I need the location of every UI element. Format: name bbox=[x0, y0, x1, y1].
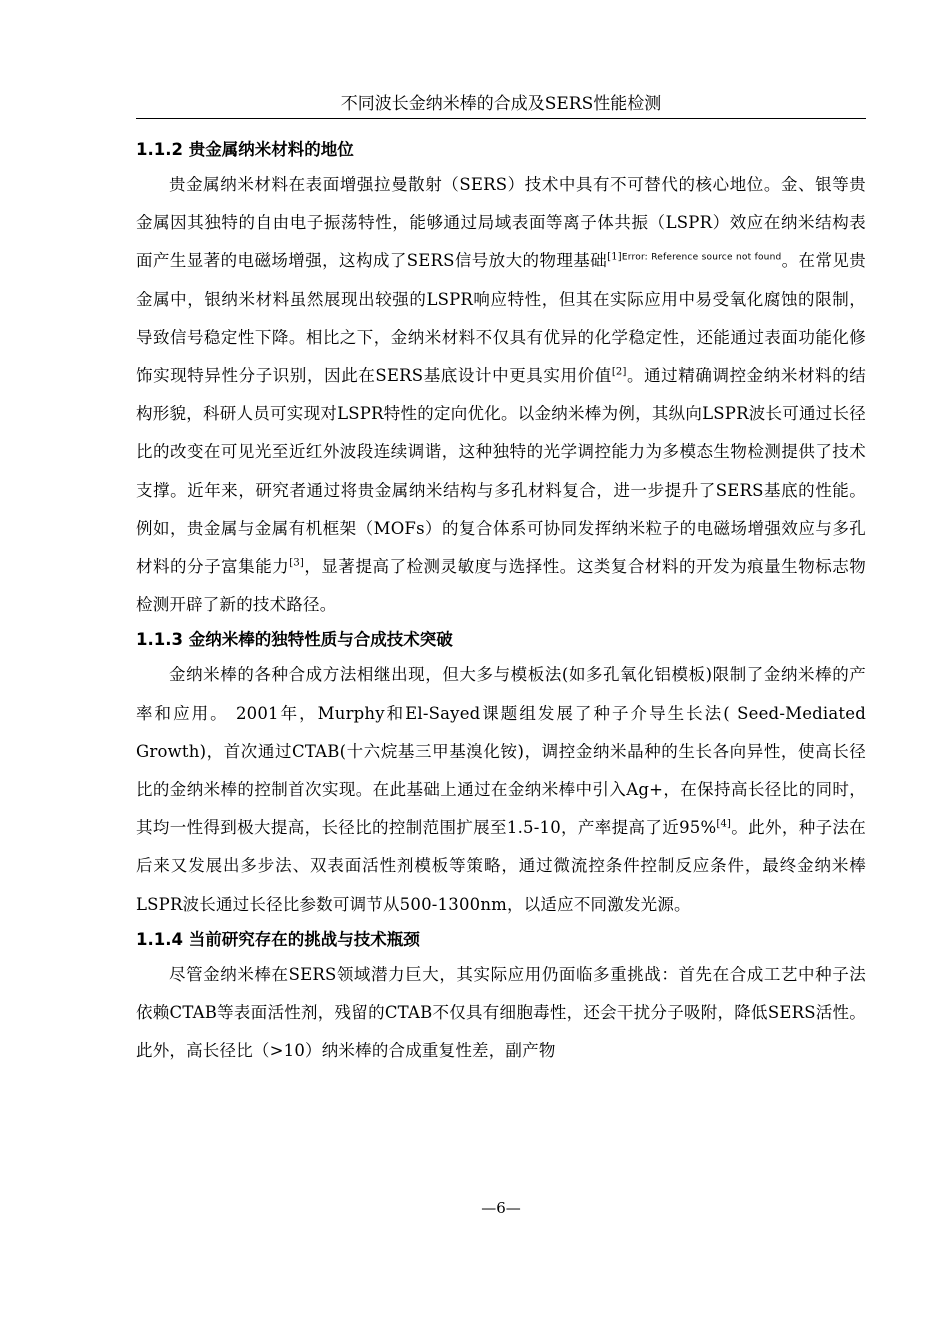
section-heading-1-1-3: 1.1.3 金纳米棒的独特性质与合成技术突破 bbox=[136, 630, 453, 650]
paragraph-text: 。通过精确调控金纳米材料的结构形貌，科研人员可实现对LSPR特性的定向优化。以金纳米棒为例，其纵向LSPR波长可通过长径比的改变在可见光至近红外波段连续调谐，这种独特的光学调控能力为多模态生物检测提供了技术支撑。近年来，研究者通过将贵金属纳米结构与多孔材料复合，进一步提升了SERS基底的性能。例如，贵金属与金属有机框架（MOFs）的复合体系可协同发挥纳米粒子的电磁场增强效应与多孔材料的分子富集能力 bbox=[136, 366, 866, 577]
section-heading-1-1-4: 1.1.4 当前研究存在的挑战与技术瓶颈 bbox=[136, 929, 420, 949]
paragraph-text: 尽管金纳米棒在SERS领域潜力巨大，其实际应用仍面临多重挑战：首先在合成工艺中种子法依赖CTAB等表面活性剂，残留的CTAB不仅具有细胞毒性，还会干扰分子吸附，降低SERS活性。此外，高长径比（>10）纳米棒的合成重复性差，副产物 bbox=[136, 964, 866, 1061]
page-body bbox=[136, 134, 866, 1070]
paragraph-1-1-2 bbox=[136, 166, 866, 624]
reference-error-text: Error: Reference source not found bbox=[621, 252, 782, 263]
paragraph-text: ，显著提高了检测灵敏度与选择性。这类复合材料的开发为痕量生物标志物检测开辟了新的技术路径。 bbox=[136, 557, 866, 615]
citation-2[interactable]: [2] bbox=[611, 366, 627, 378]
paragraph-text: 贵金属纳米材料在表面增强拉曼散射（SERS）技术中具有不可替代的核心地位。金、银等贵金属因其独特的自由电子振荡特性，能够通过局域表面等离子体共振（LSPR）效应在纳米结构表面产生显著的电磁场增强，这构成了SERS信号放大的物理基础 bbox=[136, 175, 866, 271]
running-header: 不同波长金纳米棒的合成及SERS性能检测 bbox=[340, 94, 662, 114]
citation-3[interactable]: [3] bbox=[289, 557, 305, 569]
header-rule bbox=[136, 118, 866, 119]
paragraph-text: 金纳米棒的各种合成方法相继出现，但大多与模板法(如多孔氧化铝模板)限制了金纳米棒的产率和应用。 2001年，Murphy和El-Sayed课题组发展了种子介导生长法( Seed-Mediated Growth)，首次通过CTAB(十六烷基三甲基溴化铵)，调控金纳米晶种的生长各向异性，使高长径比的金纳米棒的控制首次实现。在此基础上通过在金纳米棒中引入Ag+，在保持高长径比的同时，其均一性得到极大提高，长径比的控制范围扩展至1.5-10，产率提高了近95% bbox=[136, 665, 866, 838]
paragraph-text: 。在常见贵金属中，银纳米材料虽然展现出较强的LSPR响应特性，但其在实际应用中易受氧化腐蚀的限制，导致信号稳定性下降。相比之下，金纳米材料不仅具有优异的化学稳定性，还能通过表面功能化修饰实现特异性分子识别，因此在SERS基底设计中更具实用价值 bbox=[136, 251, 866, 386]
paragraph-text: 。此外，种子法在后来又发展出多步法、双表面活性剂模板等策略，通过微流控条件控制反应条件，最终金纳米棒LSPR波长通过长径比参数可调节从500-1300nm，以适应不同激发光源。 bbox=[136, 818, 866, 914]
paragraph-1-1-3 bbox=[136, 656, 866, 923]
citation-1[interactable]: [1] bbox=[607, 251, 622, 263]
section-heading-1-1-2: 1.1.2 贵金属纳米材料的地位 bbox=[136, 140, 354, 159]
paragraph-1-1-4 bbox=[136, 956, 866, 1071]
citation-4[interactable]: [4] bbox=[716, 818, 732, 830]
page-number: —6— bbox=[481, 1199, 521, 1217]
